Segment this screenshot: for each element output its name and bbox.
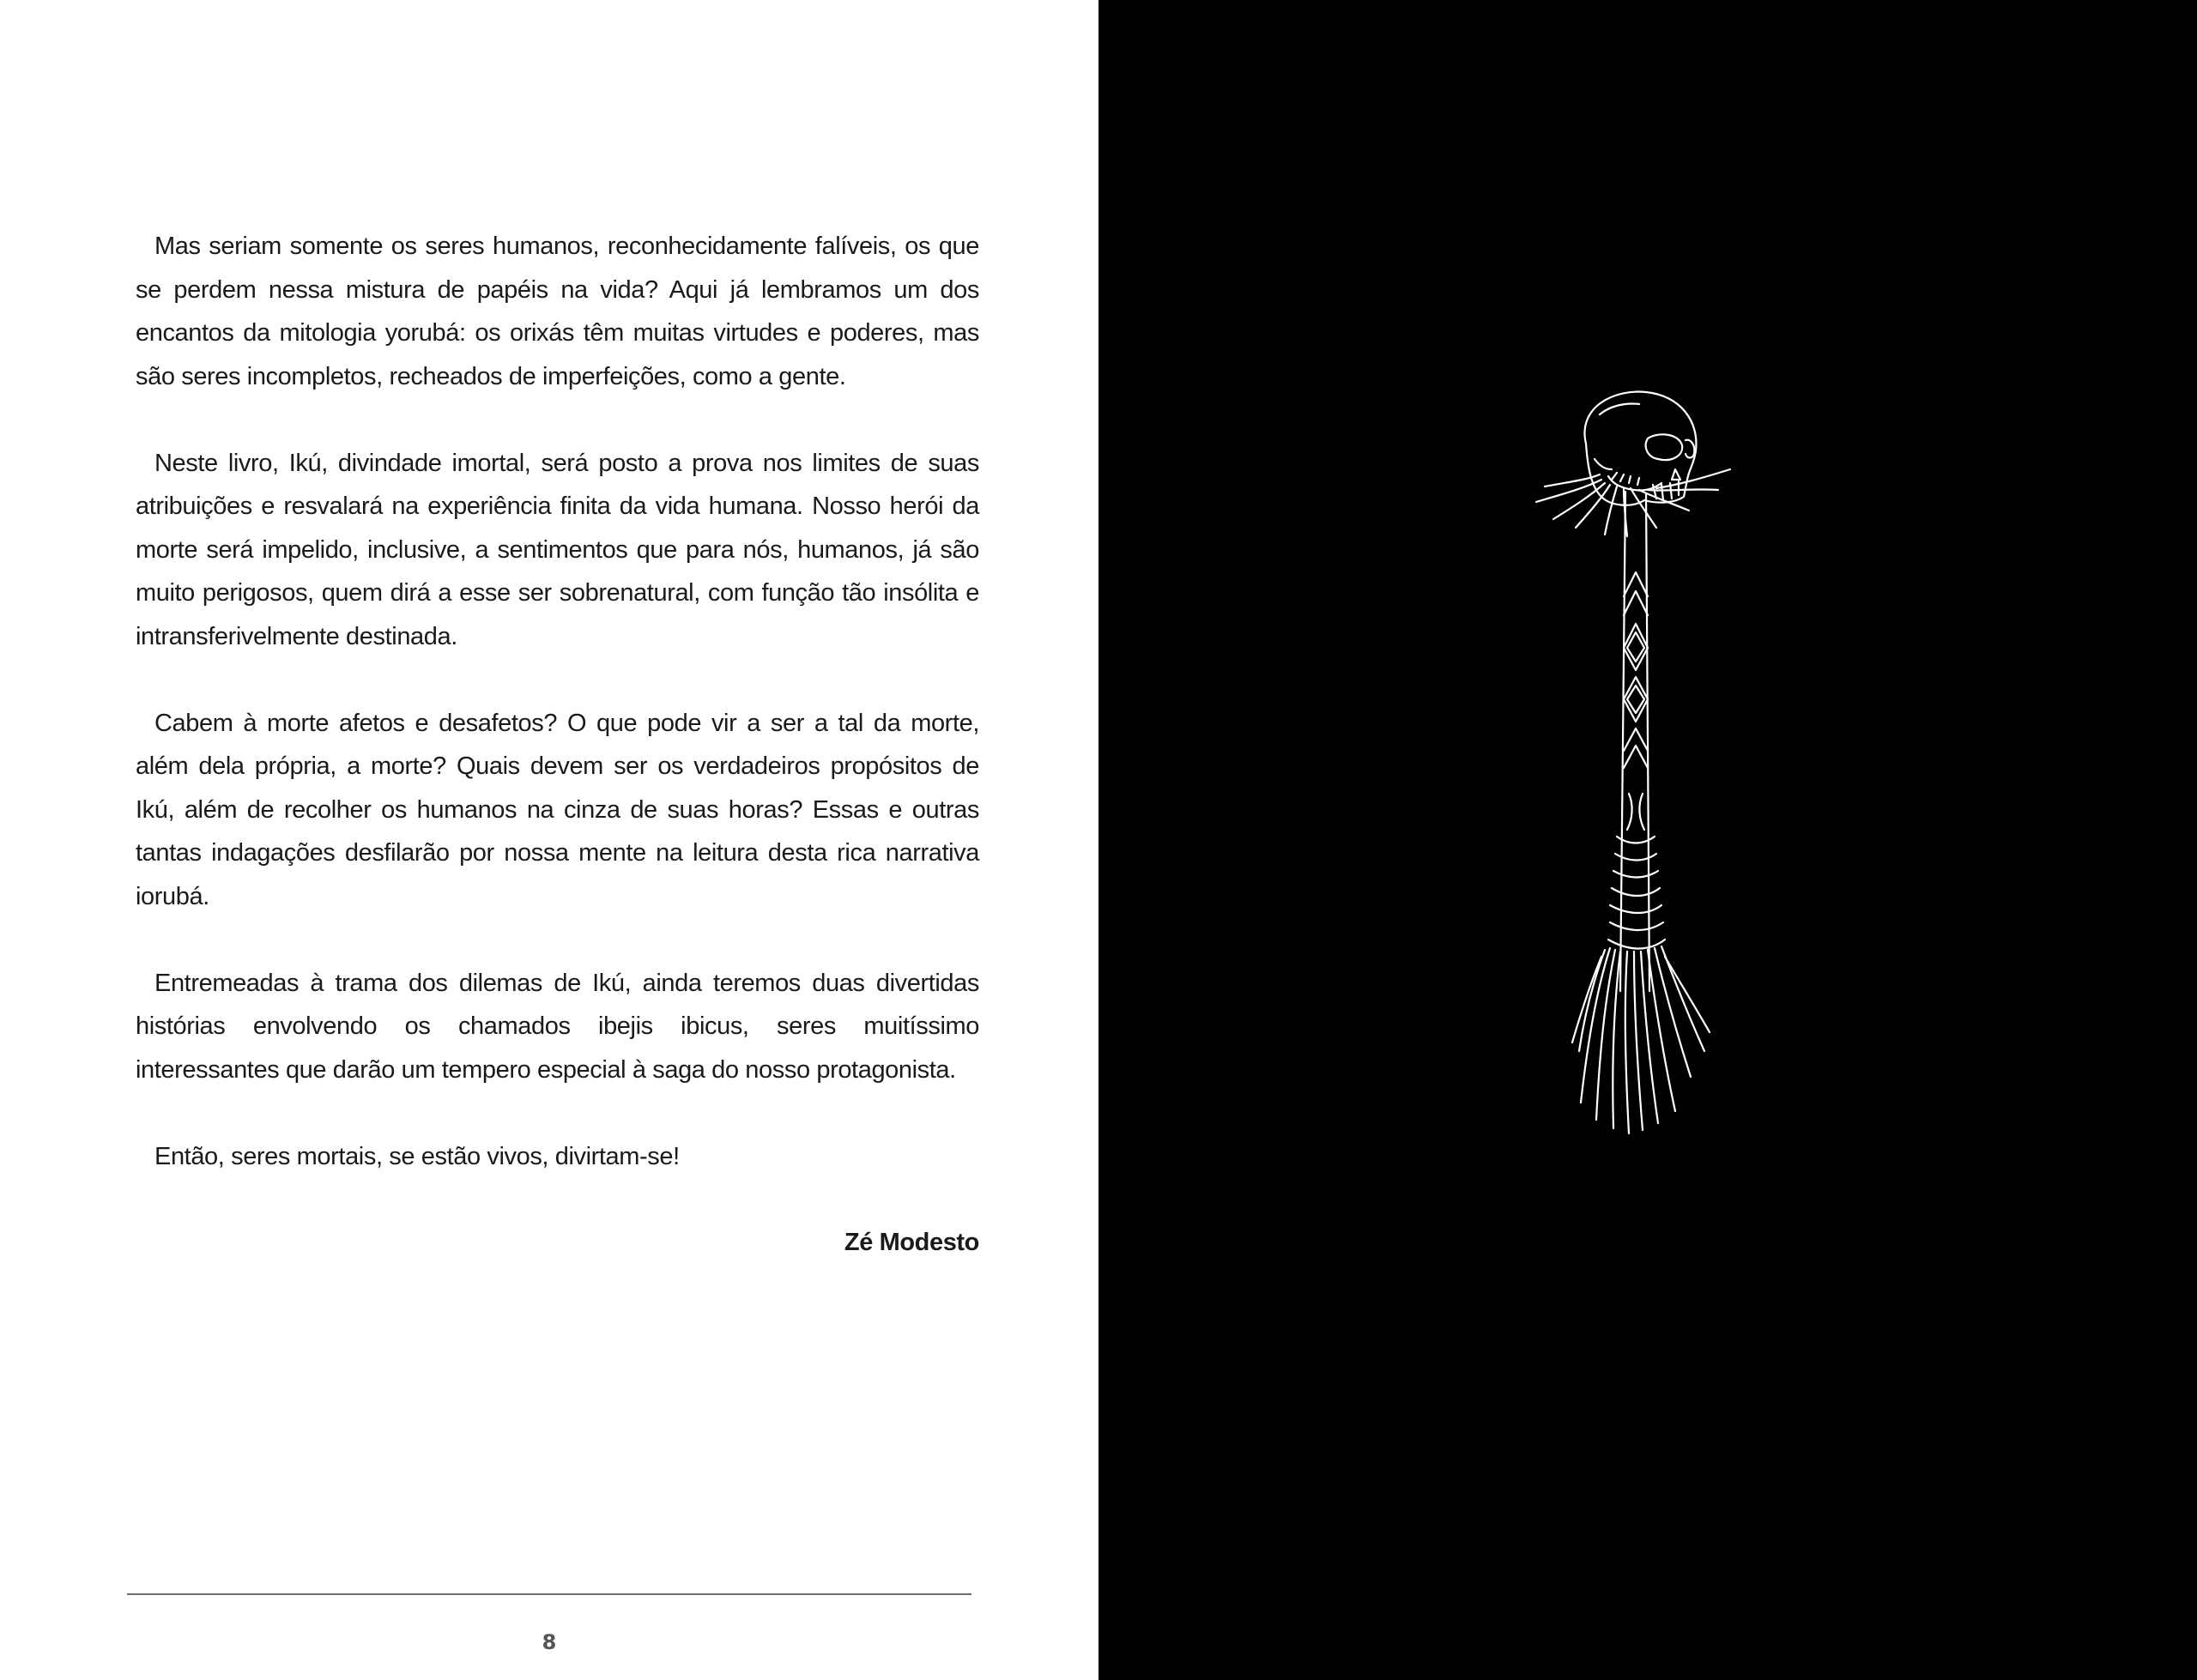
paragraph: Neste livro, Ikú, divindade imortal, será posto a prova nos limites de suas atribuições e resvalará na experiência finita da vida humana. Nosso herói da morte será impelido, inclusive, a sentimentos que para nós, humanos, já são muito perigosos, quem dirá a esse ser sobrenatural, com função tão insólita e intransferivelmente destinada. [136,449,979,650]
page-number: 8 [542,1630,557,1654]
paragraph: Entremeadas à trama dos dilemas de Ikú, ainda teremos duas divertidas histórias envolvendo os chamados ibejis ibicus, seres muitíssimo interessantes que darão um tempero especial à saga do nosso protagonista. [136,969,979,1084]
left-page [0,0,1098,1680]
paragraph: Cabem à morte afetos e desafetos? O que pode vir a ser a tal da morte, além dela própria, a morte? Quais devem ser os verdadeiros propósitos de Ikú, além de recolher os humanos na cinza de suas horas? Essas e outras tantas indagações desfilarão por nossa mente na leitura desta rica narrativa iorubá. [136,709,979,910]
skull-staff-icon [1528,390,1759,1137]
paragraph: Então, seres mortais, se estão vivos, divirtam-se! [154,1142,680,1170]
text-block [136,225,979,1264]
author-signature: Zé Modesto [844,1229,979,1256]
footer-rule [127,1593,971,1595]
paragraph: Mas seriam somente os seres humanos, reconhecidamente falíveis, os que se perdem nessa mistura de papéis na vida? Aqui já lembramos um dos encantos da mitologia yorubá: os orixás têm muitas virtudes e poderes, mas são seres incompletos, recheados de imperfeições, como a gente. [136,233,979,390]
